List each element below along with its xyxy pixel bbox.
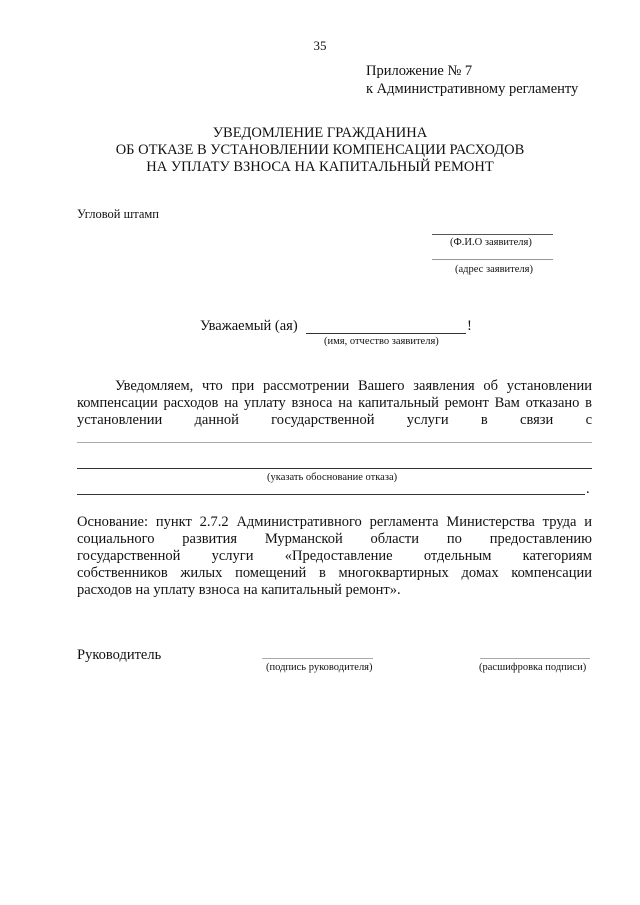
title-line-1: УВЕДОМЛЕНИЕ ГРАЖДАНИНА — [212, 125, 428, 141]
page-number: 35 — [313, 38, 327, 53]
notice-paragraph — [77, 378, 592, 429]
basis-line-2: социального развития Мурманской области по предоставлению — [77, 531, 592, 547]
reason-line-1 — [77, 442, 592, 443]
signature-line — [262, 658, 373, 659]
appendix-line-2: к Административному регламенту — [366, 81, 579, 97]
reason-end-period: . — [586, 481, 590, 497]
applicant-address-line — [432, 259, 553, 260]
applicant-fio-line — [432, 234, 553, 235]
notice-line-2: компенсации расходов на уплату взноса на капитальный ремонт Вам отказано в — [77, 395, 592, 411]
reason-line-2 — [77, 468, 592, 469]
title-line-3: НА УПЛАТУ ВЗНОСА НА КАПИТАЛЬНЫЙ РЕМОНТ — [146, 159, 494, 175]
notice-line-1: Уведомляем, что при рассмотрении Вашего заявления об установлении — [115, 378, 592, 394]
head-label: Руководитель — [77, 647, 162, 663]
signature-decoding-line — [480, 658, 590, 659]
appendix-header — [366, 62, 578, 98]
greeting-exclamation: ! — [467, 318, 472, 334]
basis-line-3: государственной услуги «Предоставление отдельным категориям — [77, 548, 592, 564]
basis-line-4: собственников жилых помещений в многоквартирных домах компенсации — [77, 565, 592, 581]
basis-line-5: расходов на уплату взноса на капитальный ремонт». — [77, 582, 401, 598]
applicant-address-caption: (адрес заявителя) — [455, 264, 533, 275]
greeting-caption: (имя, отчество заявителя) — [324, 336, 439, 347]
greeting-text: Уважаемый (ая) — [200, 318, 298, 334]
reason-caption: (указать обоснование отказа) — [267, 472, 398, 483]
greeting-name-line — [306, 333, 466, 334]
signature-caption: (подпись руководителя) — [266, 662, 373, 673]
notice-line-3: установлении данной государственной услуги в связи с — [77, 412, 592, 428]
appendix-line-1: Приложение № 7 — [366, 63, 473, 79]
signature-decoding-caption: (расшифровка подписи) — [479, 662, 587, 673]
basis-line-1: Основание: пункт 2.7.2 Административного регламента Министерства труда и — [77, 514, 592, 530]
title-line-2: ОБ ОТКАЗЕ В УСТАНОВЛЕНИИ КОМПЕНСАЦИИ РАСХОДОВ — [115, 142, 525, 158]
applicant-fio-caption: (Ф.И.О заявителя) — [450, 237, 532, 248]
document-title — [60, 125, 580, 176]
corner-stamp-label: Угловой штамп — [77, 207, 160, 221]
reason-line-3 — [77, 494, 585, 495]
basis-paragraph — [77, 514, 592, 599]
